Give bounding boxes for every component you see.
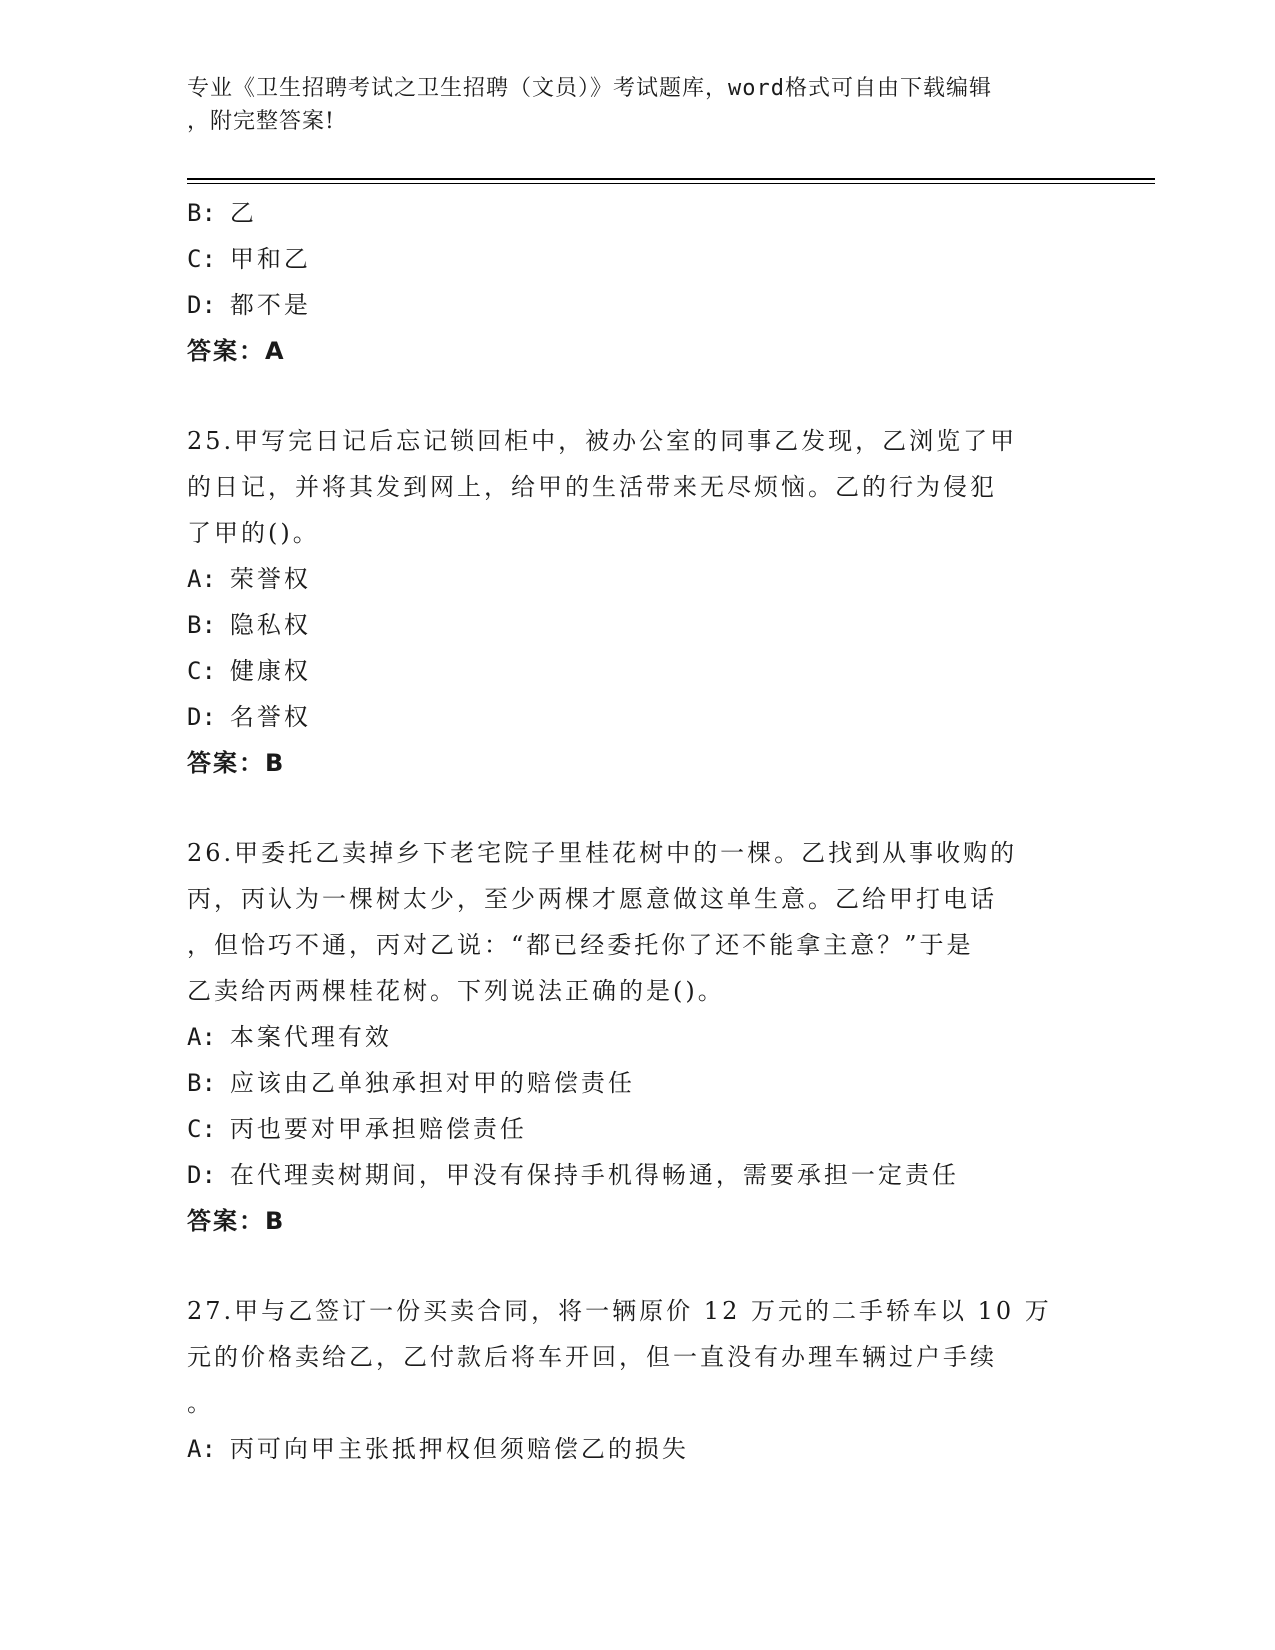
option-text: 隐私权 xyxy=(229,611,311,639)
question-text-line: 元的价格卖给乙，乙付款后将车开回，但一直没有办理车辆过户手续 xyxy=(187,1343,997,1371)
option-text: 在代理卖树期间，甲没有保持手机得畅通，需要承担一定责任 xyxy=(229,1161,959,1189)
question-list xyxy=(187,190,1087,1472)
document-header xyxy=(187,72,1087,138)
answer-line: 答案：B xyxy=(187,749,286,777)
question-text-line: 的日记，并将其发到网上，给甲的生活带来无尽烦恼。乙的行为侵犯 xyxy=(187,473,997,501)
option-b xyxy=(187,602,1087,648)
spacer xyxy=(187,786,1087,830)
option-a xyxy=(187,1014,1087,1060)
option-b xyxy=(187,190,1087,236)
option-key: A: xyxy=(187,565,216,593)
spacer xyxy=(187,374,1087,418)
header-line-2: ，附完整答案! xyxy=(187,109,335,134)
option-text: 本案代理有效 xyxy=(229,1023,392,1051)
option-key: B: xyxy=(187,199,216,227)
option-text: 乙 xyxy=(229,199,257,227)
question-text-line: 乙卖给丙两棵桂花树。下列说法正确的是()。 xyxy=(187,977,725,1005)
question-text-line: 27.甲与乙签订一份买卖合同，将一辆原价 12 万元的二手轿车以 10 万 xyxy=(187,1297,1052,1325)
option-text: 丙也要对甲承担赔偿责任 xyxy=(229,1115,527,1143)
option-key: A: xyxy=(187,1435,216,1463)
header-text-word: word xyxy=(728,76,785,101)
spacer xyxy=(187,1244,1087,1288)
question-25 xyxy=(187,418,1087,786)
option-key: B: xyxy=(187,1069,216,1097)
header-rule-thick xyxy=(187,178,1155,180)
option-key: D: xyxy=(187,291,216,319)
option-d xyxy=(187,1152,1087,1198)
question-text-line: ，但恰巧不通，丙对乙说：“都已经委托你了还不能拿主意？”于是 xyxy=(187,931,974,959)
question-text-line: 26.甲委托乙卖掉乡下老宅院子里桂花树中的一棵。乙找到从事收购的 xyxy=(187,839,1018,867)
option-text: 名誉权 xyxy=(229,703,311,731)
option-text: 荣誉权 xyxy=(229,565,311,593)
answer-line: 答案：A xyxy=(187,337,286,365)
question-text-line: 25.甲写完日记后忘记锁回柜中，被办公室的同事乙发现，乙浏览了甲 xyxy=(187,427,1018,455)
option-a xyxy=(187,1426,1087,1472)
option-key: B: xyxy=(187,611,216,639)
question-24-tail xyxy=(187,190,1087,374)
option-text: 甲和乙 xyxy=(229,245,311,273)
option-key: A: xyxy=(187,1023,216,1051)
option-key: D: xyxy=(187,703,216,731)
option-key: C: xyxy=(187,245,216,273)
option-d xyxy=(187,694,1087,740)
option-d xyxy=(187,282,1087,328)
question-text-line: 了甲的()。 xyxy=(187,519,320,547)
option-text: 应该由乙单独承担对甲的赔偿责任 xyxy=(229,1069,635,1097)
option-a xyxy=(187,556,1087,602)
question-text-line: 。 xyxy=(187,1389,214,1417)
answer-line: 答案：B xyxy=(187,1207,286,1235)
question-26 xyxy=(187,830,1087,1244)
option-b xyxy=(187,1060,1087,1106)
option-text: 丙可向甲主张抵押权但须赔偿乙的损失 xyxy=(229,1435,689,1463)
option-key: C: xyxy=(187,657,216,685)
option-text: 健康权 xyxy=(229,657,311,685)
option-c xyxy=(187,648,1087,694)
option-key: D: xyxy=(187,1161,216,1189)
header-line-1 xyxy=(187,72,1087,105)
question-text-line: 丙，丙认为一棵树太少，至少两棵才愿意做这单生意。乙给甲打电话 xyxy=(187,885,997,913)
option-text: 都不是 xyxy=(229,291,311,319)
option-key: C: xyxy=(187,1115,216,1143)
header-text-pre: 专业《卫生招聘考试之卫生招聘（文员）》考试题库， xyxy=(187,76,729,101)
header-rule-thin xyxy=(187,183,1155,184)
option-c xyxy=(187,1106,1087,1152)
header-text-post: 格式可自由下载编辑 xyxy=(785,76,993,101)
option-c xyxy=(187,236,1087,282)
question-27 xyxy=(187,1288,1087,1472)
